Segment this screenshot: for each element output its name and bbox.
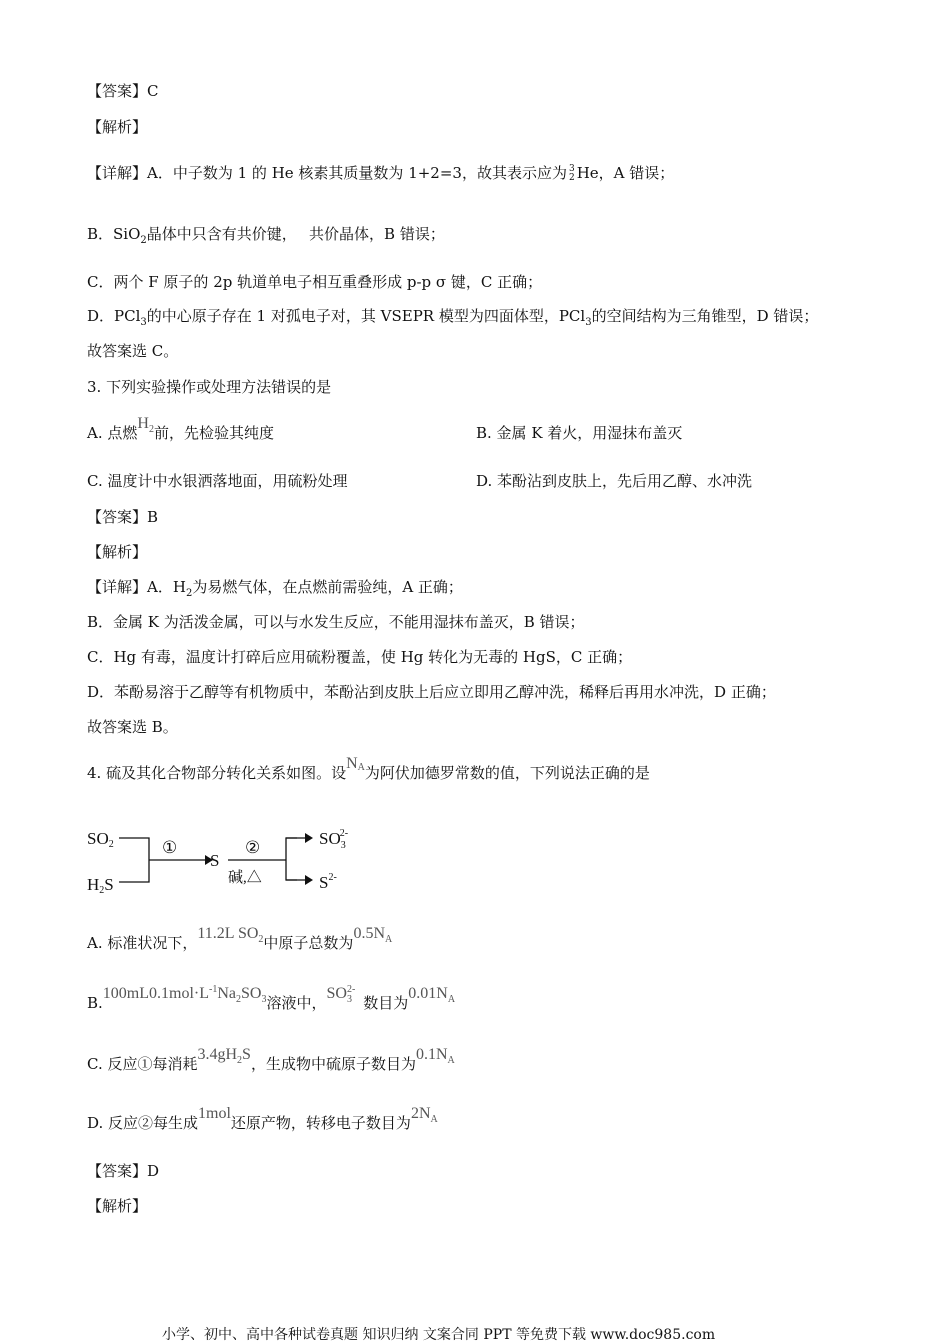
q3-option-c: C. 温度计中水银洒落地面，用硫粉处理: [87, 472, 348, 490]
arrow-3-head: [305, 833, 313, 843]
q3-analysis-label: 【解析】: [87, 543, 148, 561]
detail-line-b: B．SiO$_2$晶体中只含有共价键， 共价晶体，B 错误；: [87, 225, 445, 246]
q3-detail-a: 【详解】A．$H_2$为易燃气体，在点燃前需验纯，A 正确；: [87, 578, 463, 599]
q4-option-c: C. 反应①每消耗$3.4gH^2S$，生成物中硫原子数目为$0.1N^A$: [87, 1046, 455, 1073]
q3-option-b: B. 金属 K 着火，用湿抹布盖灭: [476, 424, 683, 442]
answer-line: 【答案】C: [87, 82, 159, 100]
q4-option-a: A. 标准状况下，11.2L $SO^2$中原子总数为$0.5N^A$: [87, 925, 393, 952]
split-line: [286, 838, 297, 880]
q3-option-d: D. 苯酚沾到皮肤上，先后用乙醇、水冲洗: [476, 472, 753, 490]
detail-line-a: 【详解】A．中子数为 1 的 He 核素其质量数为 1+2=3，故其表示应为 3 2 He，A 错误；: [87, 164, 675, 183]
q3-detail-d: D．苯酚易溶于乙醇等有机物质中，苯酚沾到皮肤上后应立即用乙醇冲洗，稀释后再用水冲洗，D 正确；: [87, 683, 776, 701]
arrow-4-head: [305, 875, 313, 885]
q4-option-b: $B.100mL0.1mol\cdot L^{-1}Na^2SO^3$溶液中，$SO^{32-}$数目为$0.01N^A$: [87, 984, 456, 1012]
condition-label: 碱,△: [228, 870, 262, 886]
conclusion-line: 故答案选 C。: [87, 342, 179, 360]
q3-stem: 3. 下列实验操作或处理方法错误的是: [87, 378, 332, 396]
step2-label: ②: [245, 838, 261, 857]
q4-option-d: D. 反应②每生成1mol还原产物，转移电子数目为$2N^A$: [87, 1105, 438, 1132]
q4-answer-line: 【答案】D: [87, 1162, 160, 1180]
page-footer: 小学、初中、高中各种试卷真题 知识归纳 文案合同 PPT 等免费下载 www.doc985.com: [162, 1327, 716, 1343]
step1-label: ①: [162, 838, 178, 857]
bracket-line: [119, 838, 149, 882]
sulfur-conversion-diagram: [87, 818, 387, 898]
q4-analysis-label: 【解析】: [87, 1197, 148, 1215]
s-label: S: [210, 851, 220, 870]
detail-line-d: D．PCl$_3$的中心原子存在 1 对孤电子对，其 VSEPR 模型为四面体型，PCl$_3$的空间结构为三角锥型，D 错误；: [87, 307, 819, 328]
q3-conclusion: 故答案选 B。: [87, 718, 178, 736]
detail-line-c: C．两个 F 原子的 2p 轨道单电子相互重叠形成 p-p σ 键，C 正确；: [87, 273, 543, 291]
q4-stem: 4. 硫及其化合物部分转化关系如图。设$N^A$为阿伏加德罗常数的值，下列说法正确的是: [87, 755, 650, 782]
sulfide-label: $S^{2-}$: [319, 872, 337, 892]
q3-answer-line: 【答案】B: [87, 508, 159, 526]
analysis-label: 【解析】: [87, 118, 148, 136]
q3-detail-b: B．金属 K 为活泼金属，可以与水发生反应，不能用湿抹布盖灭，B 错误；: [87, 613, 585, 631]
h2s-label: H2S: [87, 875, 114, 896]
sulfite-label: $SO_32-$: [319, 828, 349, 851]
q3-option-a: A. 点燃$H^2$前，先检验其纯度: [87, 415, 274, 442]
q3-detail-c: C．Hg 有毒，温度计打碎后应用硫粉覆盖，使 Hg 转化为无毒的 HgS，C 正确；: [87, 648, 633, 666]
so2-label: SO2: [87, 829, 114, 850]
